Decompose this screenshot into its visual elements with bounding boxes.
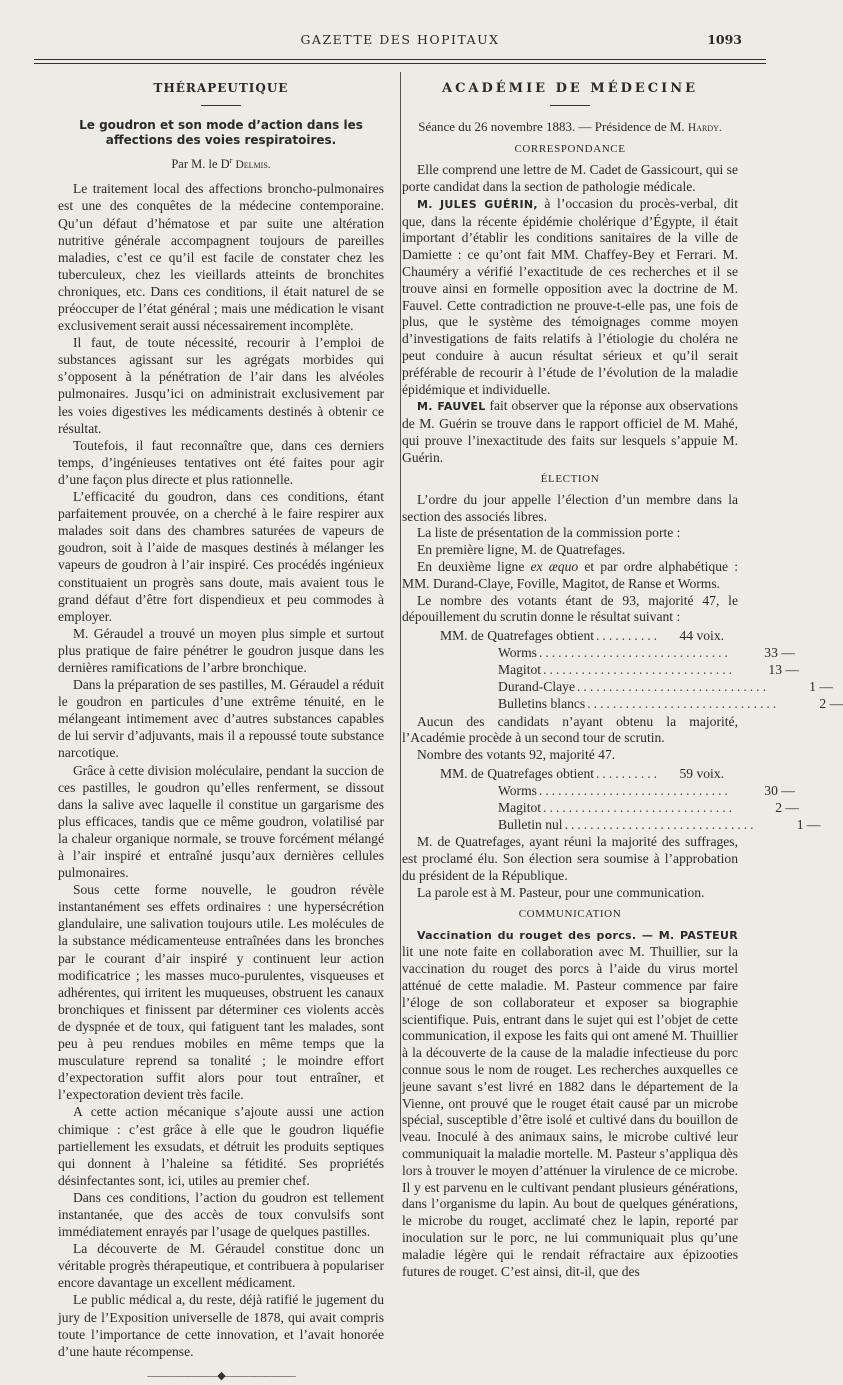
- article-paragraph: Dans ces conditions, l’action du goudron est tellement instantanée, que des accès de toux convulsifs sont immédiatement enrayés par l’usage de quelques pastilles.: [58, 1189, 384, 1240]
- vote-row: [440, 816, 821, 833]
- paragraph: Le nombre des votants étant de 93, majorité 47, le dépouillement du scrutin donne le résultat suivant :: [402, 592, 738, 625]
- byline-sup: r: [229, 156, 233, 166]
- article-paragraph: Dans la préparation de ses pastilles, M. Géraudel a réduit le goudron en particules d’une extrême ténuité, en le mélangeant intimement avec d’autres substances capables de lui servir d’adjuvants, mais il a repoussé toute substance narcotique.: [58, 677, 384, 761]
- vote-count: 1 —: [809, 679, 833, 695]
- paragraph: La liste de présentation de la commission porte :: [416, 525, 681, 541]
- leader-dots: ..............................: [587, 696, 780, 712]
- vote-name: Durand-Claye: [498, 679, 576, 695]
- subhead-election: ÉLECTION: [540, 472, 600, 485]
- end-fleuron-ornament: ———————◆———————: [147, 1369, 295, 1382]
- article-paragraph: Grâce à cette division moléculaire, pendant la succion de ces pastilles, le goudron qu’elles renferment, se dissout dans la salive avec laquelle il constitue un gargarisme des plus efficaces, tandis que ce même goudron, volatilisé par la chaleur organique normale, se trouve forcément mélangé à l’air inspiré et entraîné jusqu’aux dernières cellules pulmonaires.: [58, 762, 384, 881]
- header-rule-thick: [34, 59, 766, 60]
- vote-name: Bulletins blancs: [498, 696, 586, 712]
- vote-count: 44 voix.: [679, 628, 725, 644]
- article-title: Le goudron et son mode d’action dans les affections des voies respiratoires.: [79, 118, 363, 148]
- vote-name: Worms: [498, 645, 537, 661]
- byline-prefix: Par M. le D: [171, 157, 230, 172]
- article-paragraph: L’efficacité du goudron, dans ces conditions, étant parfaitement prouvée, on a cherché à le faire respirer aux malades soit dans des chambres saturées de vapeurs de goudron, soit à l’aide de masques destinés à mélanger les vapeurs de goudron à l’air inspiré. Ces procédés ingénieux constituaient un progrès sans doute, mais avaient tous le grand défaut d’être fort dispendieux et peu commodes à employer.: [58, 489, 384, 624]
- leader-dots: ..............................: [577, 679, 769, 695]
- leader-dots: ..........: [596, 765, 661, 781]
- subhead-correspondance: CORRESPONDANCE: [514, 143, 626, 156]
- italic-text: ex æquo: [530, 558, 579, 574]
- subhead-communication: COMMUNICATION: [518, 907, 622, 920]
- paragraph: En première ligne, M. de Quatrefages.: [416, 542, 626, 558]
- right-column: [402, 76, 843, 1280]
- article-paragraph: M. Géraudel a trouvé un moyen plus simple et surtout plus pratique de faire pénétrer le goudron jusque dans les dernières ramifications de l’arbre bronchique.: [58, 625, 384, 675]
- section-heading-therapeutique: THÉRAPEUTIQUE: [153, 81, 289, 95]
- paragraph: Elle comprend une lettre de M. Cadet de Gassicourt, qui se porte candidat dans la section de pathologie médicale.: [402, 162, 738, 195]
- leader-dots: ..............................: [538, 645, 731, 661]
- vote-count: 2 —: [775, 800, 799, 816]
- leader-dots: ..............................: [564, 817, 757, 833]
- article-paragraph: La découverte de M. Géraudel constitue donc un véritable progrès thérapeutique, et contribuera à populariser encore davantage un excellent médicament.: [58, 1241, 384, 1291]
- section-rule: [550, 105, 590, 106]
- vote-count: 33 —: [764, 645, 795, 661]
- vote-row: [440, 644, 795, 661]
- paragraph: Nombre des votants 92, majorité 47.: [416, 747, 616, 763]
- article-byline: [58, 152, 384, 174]
- paragraph: Aucun des candidats n’ayant obtenu la majorité, l’Académie procède à un second tour de scrutin.: [402, 713, 738, 746]
- paragraph: [402, 196, 738, 399]
- speaker-name: M. FAUVEL: [416, 400, 486, 414]
- speaker-name: M. JULES GUÉRIN,: [416, 197, 538, 211]
- vote-table-second-round: [402, 765, 821, 833]
- vote-name: Magitot: [498, 800, 542, 816]
- paragraph: L’ordre du jour appelle l’élection d’un membre dans la section des associés libres.: [402, 491, 738, 524]
- article-paragraph: A cette action mécanique s’ajoute aussi une action chimique : c’est grâce à elle que le goudron liquéfie partiellement les exsudats, et détruit les produits septiques qui donnent à l’haleine sa fétidité. Ses propriétés désinfectantes sont, ici, utiles au premier chef.: [58, 1104, 384, 1188]
- communication-title: Vaccination du rouget des porcs. — M. PASTEUR: [416, 928, 738, 942]
- article-paragraph: Le public médical a, du reste, déjà ratifié le jugement du jury de l’Exposition universelle de 1878, qui avait compris toute l’importance de cette innovation, et l’avait honorée d’une haute récompense.: [58, 1292, 384, 1359]
- leader-dots: ..............................: [538, 783, 731, 799]
- left-column: [58, 76, 384, 1385]
- session-text: Séance du 26 novembre 1883. — Présidence de M.: [418, 119, 688, 135]
- paragraph: La parole est à M. Pasteur, pour une communication.: [416, 884, 705, 900]
- session-line: [402, 118, 738, 137]
- running-header-title: GAZETTE DES HOPITAUX: [300, 32, 500, 47]
- vote-row: [440, 765, 725, 782]
- vote-name: Bulletin nul: [498, 817, 563, 833]
- leader-dots: ..............................: [543, 662, 735, 678]
- vote-name: MM. de Quatrefages obtient: [440, 765, 595, 781]
- text: En deuxième ligne: [416, 558, 531, 574]
- vote-count: 13 —: [768, 662, 799, 678]
- leader-dots: ..............................: [543, 800, 735, 816]
- text: et par ordre alphabétique : MM. Durand-Claye, Foville, Magitot, de Ranse et Worms.: [402, 558, 738, 591]
- vote-count: 1 —: [796, 817, 821, 833]
- page-number: 1093: [707, 32, 742, 47]
- paragraph: M. de Quatrefages, ayant réuni la majorité des suffrages, est proclamé élu. Son élection sera soumise à l’approbation du président de la République.: [402, 834, 738, 883]
- vote-count: 30 —: [764, 783, 795, 799]
- vote-table-first-round: [402, 627, 843, 712]
- paragraph: [402, 398, 738, 466]
- section-rule: [201, 105, 241, 106]
- paragraph: [402, 559, 738, 593]
- communication-text: lit une note faite en collaboration avec M. Thuillier, sur la vaccination du rouget des porcs à l’aide du virus mortel atténué de cette maladie. M. Pasteur commence par faire l’éloge de son collaborateur et exposer sa biographie scientifique. Puis, entrant dans le sujet qui est l’objet de cette communication, il expose les faits qui ont amené M. Thuillier à la découverte de la cause de la maladie infectieuse du porc connue sous le nom de rouget. Les recherches auxquelles ce jeune savant s’est livré en 1882 dans le département de la Vienne, ont prouvé que le rouget était causé par un microbe spécial, susceptible d’être isolé et cultivé dans du bouillon de veau. Inoculé à des animaux sains, le microbe cultivé leur communiquait la maladie mortelle. M. Pasteur s’appliqua dès lors à trouver le moyen d’atténuer la virulence de ce microbe. Il y est parvenu en le cultivant pendant plusieurs générations, dans l’organisme du lapin. Au bout de quelques générations, le microbe du rouget, acclimaté chez le lapin, reporté par inoculation sur le porc, ne lui communiquait plus qu’une maladie légère qui le rendait réfractaire aux épizooties futures de rouget. C’est ainsi, dit-il, que des: [402, 944, 738, 1279]
- article-paragraph: Le traitement local des affections broncho-pulmonaires est une des conquêtes de la médecine contemporaine. Qu’un défaut d’hématose et par suite une altération nutritive générale accompagnent toujours de pareilles maladies, c’est ce qu’il est facile de constater chez les tuberculeux, chez les vieillards atteints de bronchites chroniques, etc. Dans ces conditions, il était naturel de se préoccuper de l’état général ; mais une médication le visant exclusivement serait aussi nécessairement incomplète.: [58, 181, 384, 334]
- article-paragraph: Toutefois, il faut reconnaître que, dans ces derniers temps, d’ingénieuses tentatives ont été faites pour agir d’une façon plus directe et plus rationnelle.: [58, 437, 384, 487]
- speaker-text: à l’occasion du procès-verbal, dit que, dans la récente épidémie cholérique d’Égypte, il était important d’établir les conditions sanitaires de la ville de Damiette : ce qu’ont fait MM. Chaffey-Bey et Ferrari. M. Chauméry a vérifié l’exactitude de ces recherches et il se trouve ainsi en formelle opposition avec la doctrine de M. Fauvel. Cette contradiction ne prouve-t-elle pas, une fois de plus, que le système des témoignages comme moyen d’investigations de faits relatifs à l’étiologie du choléra ne peut conduire à aucun résultat sérieux et qu’il serait préférable de recourir à l’étude de l’évolution de la maladie épidémique et individuelle.: [402, 195, 738, 397]
- vote-row: [440, 678, 833, 695]
- article-paragraph: Il faut, de toute nécessité, recourir à l’emploi de substances agissant sur les agrégats morbides qui s’opposent à la pénétration de l’air dans les alvéoles pulmonaires. Jusqu’ici on administrait exclusivement par les voies digestives les médicaments destinés à obtenir ce résultat.: [58, 335, 384, 436]
- leader-dots: ..........: [596, 628, 661, 644]
- vote-row: [440, 799, 799, 816]
- vote-row: [440, 695, 843, 712]
- paragraph: [402, 927, 738, 1281]
- vote-count: 59 voix.: [679, 765, 725, 781]
- header-rule-thin: [34, 63, 766, 64]
- column-divider: [400, 72, 401, 1142]
- section-heading-academie: ACADÉMIE DE MÉDECINE: [441, 81, 698, 96]
- vote-row: [440, 782, 795, 799]
- session-president: Hardy.: [687, 122, 722, 135]
- vote-name: Magitot: [498, 662, 542, 678]
- vote-name: MM. de Quatrefages obtient: [440, 628, 595, 644]
- byline-author: Delmis.: [235, 159, 271, 172]
- vote-row: [440, 661, 799, 678]
- speaker-text: fait observer que la réponse aux observations de M. Guérin se trouve dans le rapport officiel de M. Mahé, qui prouve l’inexactitude des faits sur lesquels s’appuie M. Guérin.: [402, 398, 738, 465]
- article-paragraph: Sous cette forme nouvelle, le goudron révèle instantanément ses effets ordinaires : une hypersécrétion glandulaire, une salivation toujours utile. Les molécules de la substance médicamenteuse entraînées dans les bronches par le courant d’air inspiré y continuent leur action modificatrice ; les masses muco-purulentes, visqueuses et adhérentes, qui irritent les muqueuses, obstruent les canaux bronchiques et finissent par déterminer ces violents accès de dyspnée et de toux, qui fatiguent tant les malades, sont peu à peu rendues mobiles en même temps que la musculature reprend sa tonalité ; le moindre effort d’expectoration suffit alors pour tout entraîner, et l’expectoration devient très facile.: [58, 882, 384, 1103]
- vote-row: [440, 627, 725, 644]
- vote-name: Worms: [498, 783, 537, 799]
- vote-count: 2 —: [819, 696, 843, 712]
